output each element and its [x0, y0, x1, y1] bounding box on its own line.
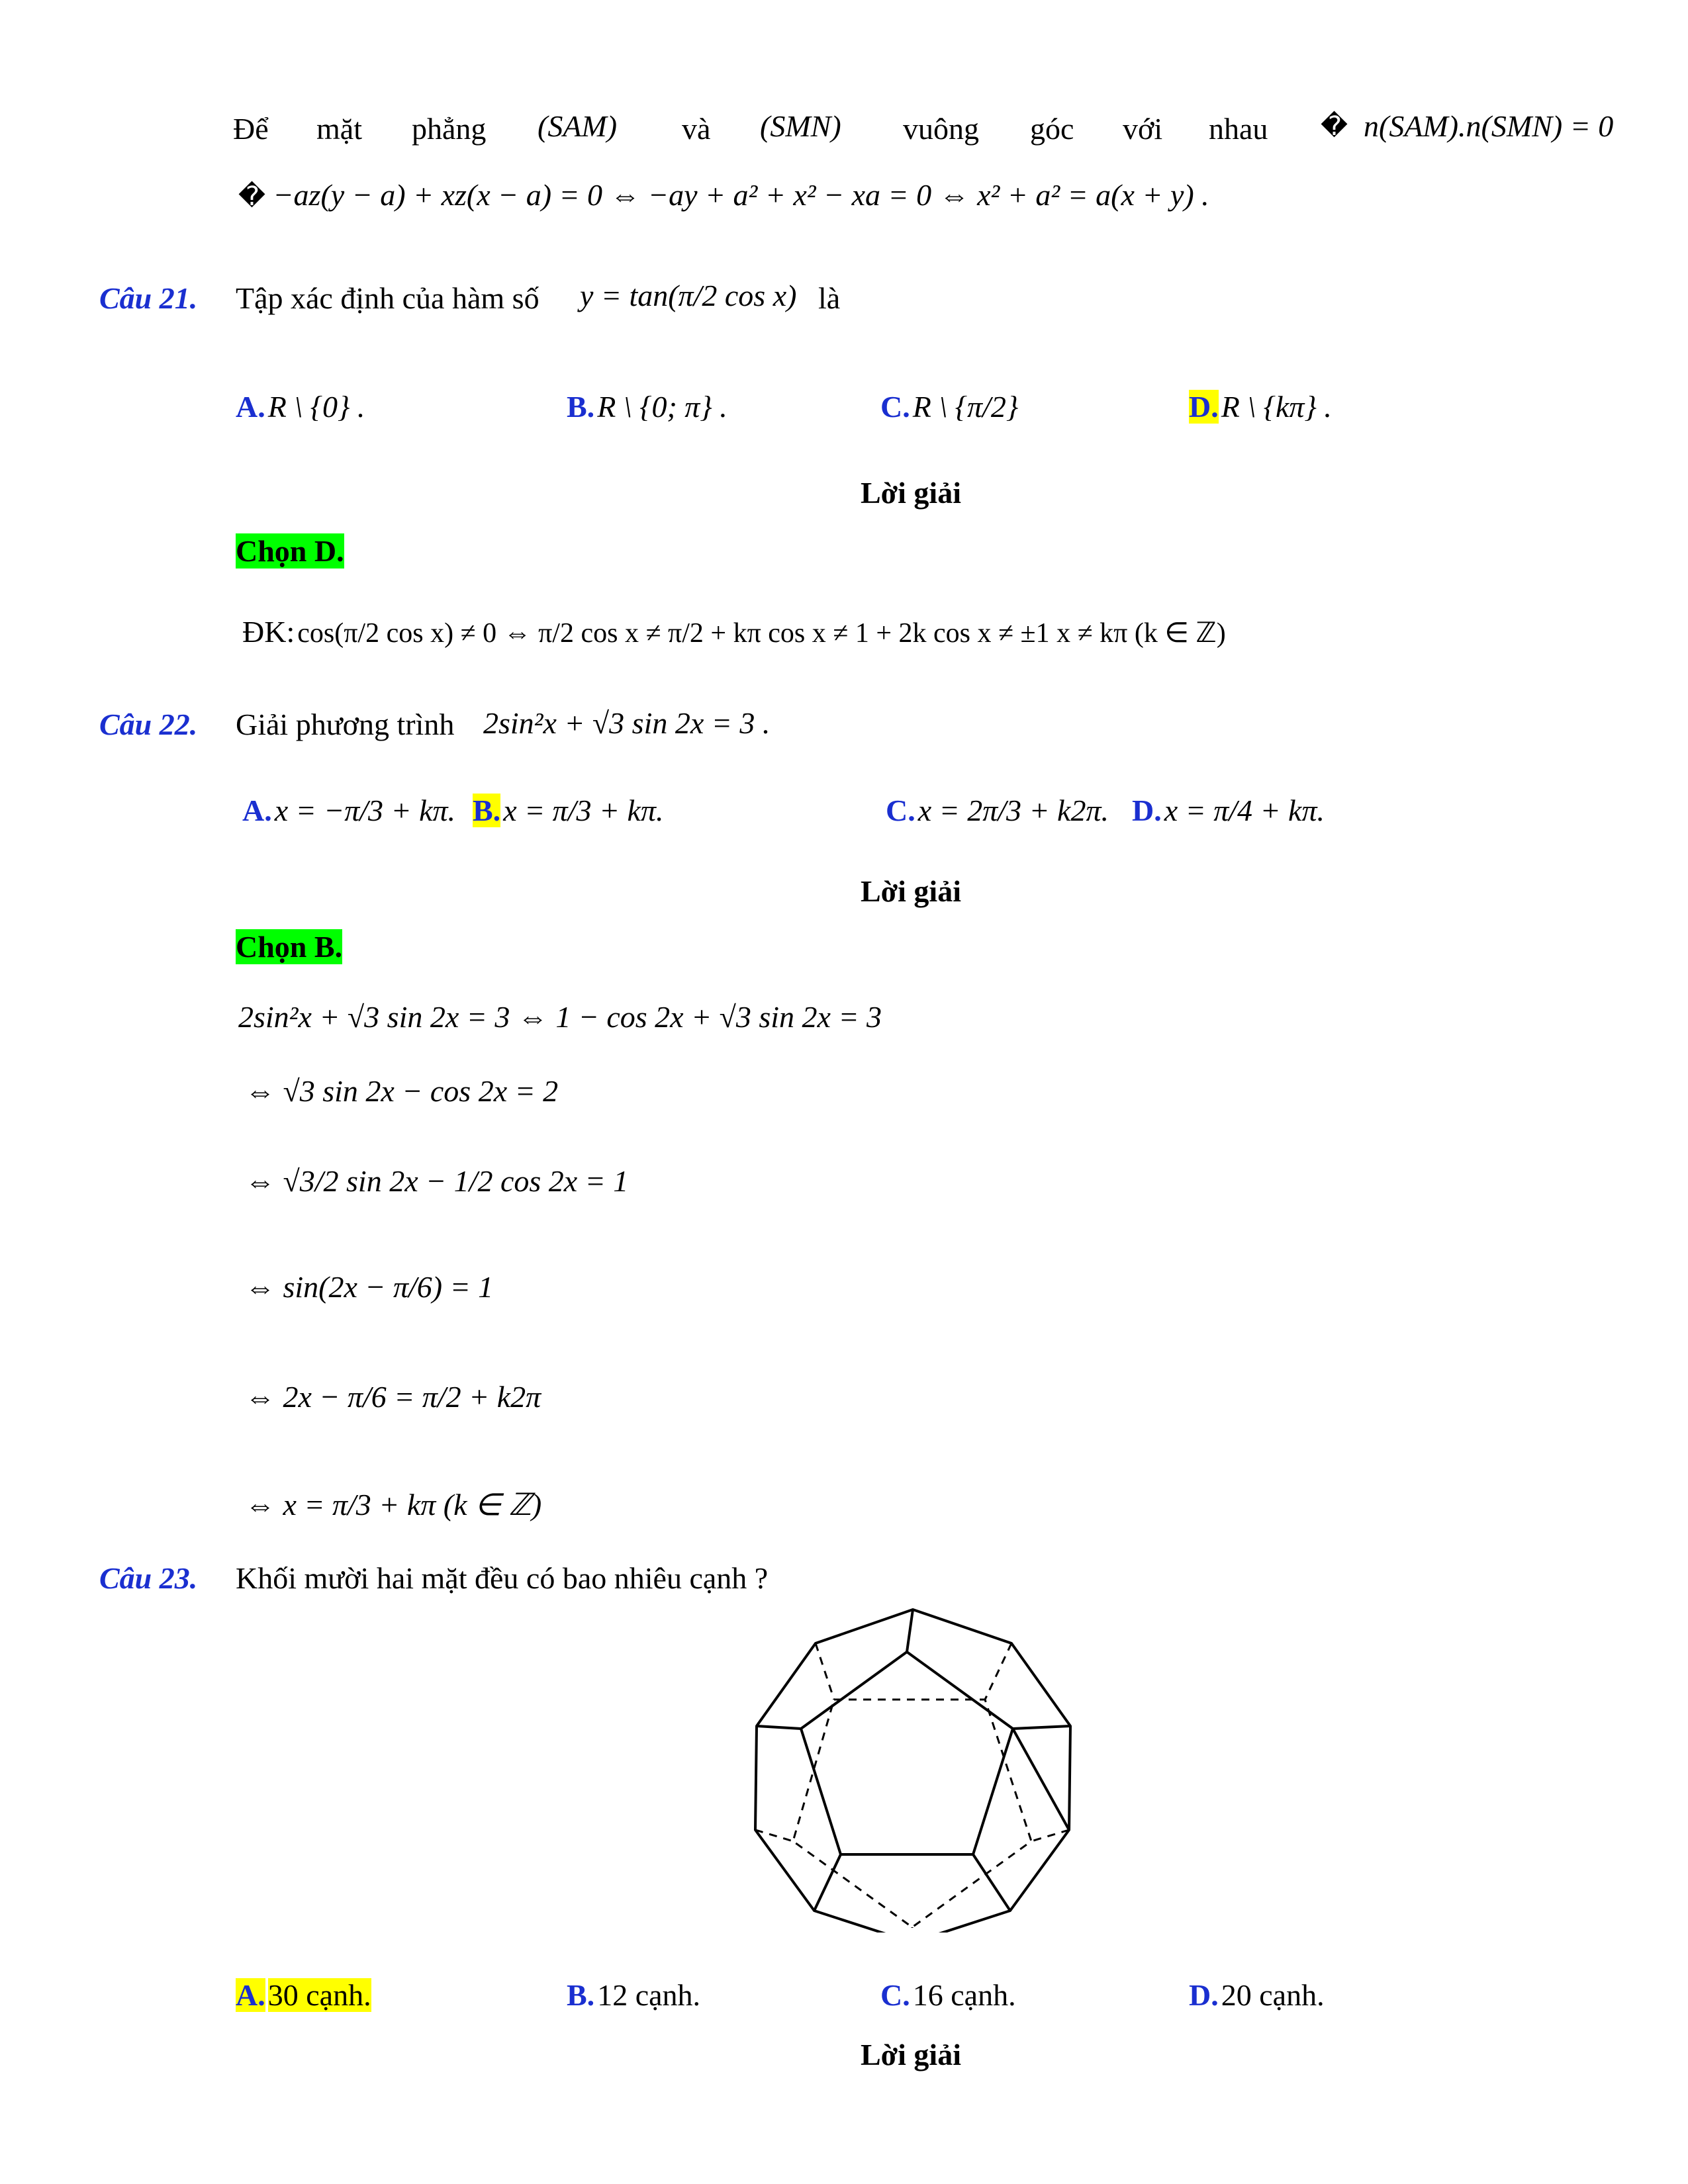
option-key: A. [242, 794, 272, 827]
word: mặt [316, 112, 362, 146]
condition-expression: cos(π/2 cos x) ≠ 0 ⇔ π/2 cos x ≠ π/2 + kπ cos x ≠ 1 + 2k cos x ≠ ±1 x ≠ kπ (k ∈ ℤ) [297, 618, 1226, 649]
top-line2 [238, 177, 1209, 212]
option-value: x = π/3 + kπ. [503, 794, 664, 827]
option-a[interactable] [242, 793, 455, 828]
option-b[interactable] [567, 1978, 700, 2013]
word: nhau [1209, 112, 1268, 146]
answer-choice: Chọn D. [236, 534, 344, 568]
solution-title: Lời giải [861, 476, 961, 510]
option-d[interactable] [1189, 389, 1332, 424]
word: với [1123, 112, 1163, 146]
option-c[interactable] [886, 793, 1109, 828]
equation: 2sin²x + √3 sin 2x = 3 . [483, 706, 771, 740]
question-label: Câu 22. [99, 707, 198, 741]
word: vuông [903, 112, 979, 146]
option-b[interactable] [473, 793, 663, 828]
step: ⇔ sin(2x − π/6) = 1 [245, 1270, 494, 1304]
word: và [682, 112, 711, 146]
step: ⇔ √3/2 sin 2x − 1/2 cos 2x = 1 [245, 1164, 629, 1198]
front-face [801, 1652, 1013, 1854]
option-d[interactable] [1132, 793, 1325, 828]
condition-label: ĐK: [242, 615, 295, 649]
option-c[interactable] [880, 389, 1018, 424]
option-value: R \ {π/2} [912, 390, 1019, 424]
question-text: Tập xác định của hàm số [236, 281, 539, 315]
normal-vector-product: n(SAM).n(SMN) = 0 [1364, 109, 1614, 143]
option-a[interactable] [236, 1978, 371, 2013]
function-expression: y = tan(π/2 cos x) [580, 279, 797, 312]
question-text: Giải phương trình [236, 707, 455, 741]
plane-sam: (SAM) [538, 109, 618, 143]
option-a[interactable] [236, 389, 365, 424]
word: góc [1030, 112, 1074, 146]
option-key: D. [1189, 390, 1219, 424]
option-value: R \ {0; π} . [597, 390, 727, 424]
option-key: B. [567, 1978, 595, 2012]
option-key: A. [236, 1978, 265, 2012]
option-value: 12 cạnh. [597, 1978, 701, 2012]
question-label: Câu 21. [99, 281, 198, 315]
top-equation: −az(y − a) + xz(x − a) = 0 ⇔ −ay + a² + x² − xa = 0 ⇔ x² + a² = a(x + y) . [273, 178, 1209, 212]
answer-choice: Chọn B. [236, 930, 343, 964]
solution-title: Lời giải [861, 874, 961, 908]
question-tail: là [818, 281, 841, 315]
question-text: Khối mười hai mặt đều có bao nhiêu cạnh ? [236, 1561, 769, 1595]
option-value: x = −π/3 + kπ. [274, 794, 456, 827]
option-c[interactable] [880, 1978, 1016, 2013]
option-value: R \ {0} . [267, 390, 365, 424]
question-label: Câu 23. [99, 1561, 198, 1595]
option-value: 16 cạnh. [912, 1978, 1016, 2012]
word: phẳng [412, 112, 487, 146]
step: ⇔ 2x − π/6 = π/2 + k2π [245, 1380, 541, 1414]
option-value: x = 2π/3 + k2π. [917, 794, 1109, 827]
condition-line [242, 614, 1226, 649]
plane-smn: (SMN) [760, 109, 841, 143]
solution-title: Lời giải [861, 2038, 961, 2071]
option-key: C. [880, 1978, 910, 2012]
option-key: D. [1132, 794, 1162, 827]
option-d[interactable] [1189, 1978, 1325, 2013]
option-value: 20 cạnh. [1221, 1978, 1325, 2012]
step: 2sin²x + √3 sin 2x = 3 ⇔ 1 − cos 2x + √3 sin 2x = 3 [238, 1000, 882, 1034]
step: ⇔ x = π/3 + kπ (k ∈ ℤ) [245, 1488, 542, 1522]
option-key: A. [236, 390, 265, 424]
option-value: x = π/4 + kπ. [1164, 794, 1325, 827]
option-key: C. [886, 794, 915, 827]
option-key: B. [567, 390, 595, 424]
option-key: D. [1189, 1978, 1219, 2012]
outer-outline [755, 1610, 1070, 1933]
option-key: B. [473, 794, 501, 827]
option-key: C. [880, 390, 910, 424]
step: ⇔ √3 sin 2x − cos 2x = 2 [245, 1074, 559, 1108]
option-b[interactable] [567, 389, 727, 424]
option-value: 30 cạnh. [267, 1978, 371, 2012]
option-value: R \ {kπ} . [1221, 390, 1332, 424]
missing-glyph-icon: � [1321, 111, 1348, 142]
dodecahedron-figure [735, 1602, 1079, 1933]
missing-glyph-icon: � [238, 181, 266, 212]
word: Để [233, 112, 269, 146]
